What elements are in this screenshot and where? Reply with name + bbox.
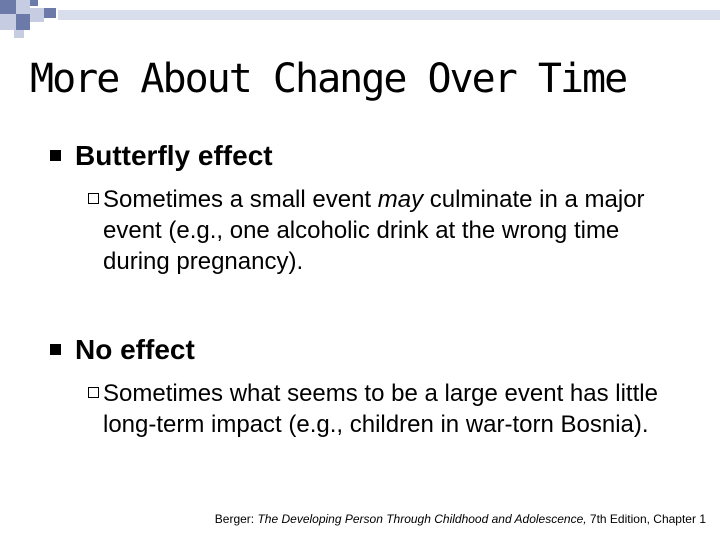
slide-title: More About Change Over Time: [30, 56, 627, 102]
hollow-square-bullet-icon: [88, 387, 99, 398]
sub-text-emphasis: may: [377, 186, 424, 213]
bullet-no-effect: [50, 334, 195, 366]
citation-book-title: The Developing Person Through Childhood and Adolescence,: [257, 512, 587, 526]
bullet-butterfly-effect: [50, 140, 273, 172]
square-bullet-icon: [50, 344, 61, 355]
citation-edition: 7th Edition, Chapter 1: [586, 512, 706, 526]
sub-text-part: culminate in a major event (e.g., one alcoholic drink at the wrong time during pregnancy).: [103, 186, 645, 275]
decorative-header-bar: [58, 10, 720, 20]
hollow-square-bullet-icon: [88, 193, 99, 204]
sub-bullet-butterfly: [88, 184, 688, 277]
sub-text-part: Sometimes a small event: [103, 186, 378, 213]
sub-bullet-no-effect: [88, 378, 688, 440]
sub-bullet-text: Sometimes what seems to be a large event has little long-term impact (e.g., children in war-torn Bosnia).: [103, 380, 658, 438]
bullet-heading: No effect: [75, 334, 195, 365]
citation: [215, 512, 706, 526]
bullet-heading: Butterfly effect: [75, 140, 273, 171]
square-bullet-icon: [50, 150, 61, 161]
citation-author: Berger:: [214, 512, 258, 526]
decorative-corner-squares: [0, 0, 720, 40]
sub-bullet-text: [103, 184, 688, 277]
